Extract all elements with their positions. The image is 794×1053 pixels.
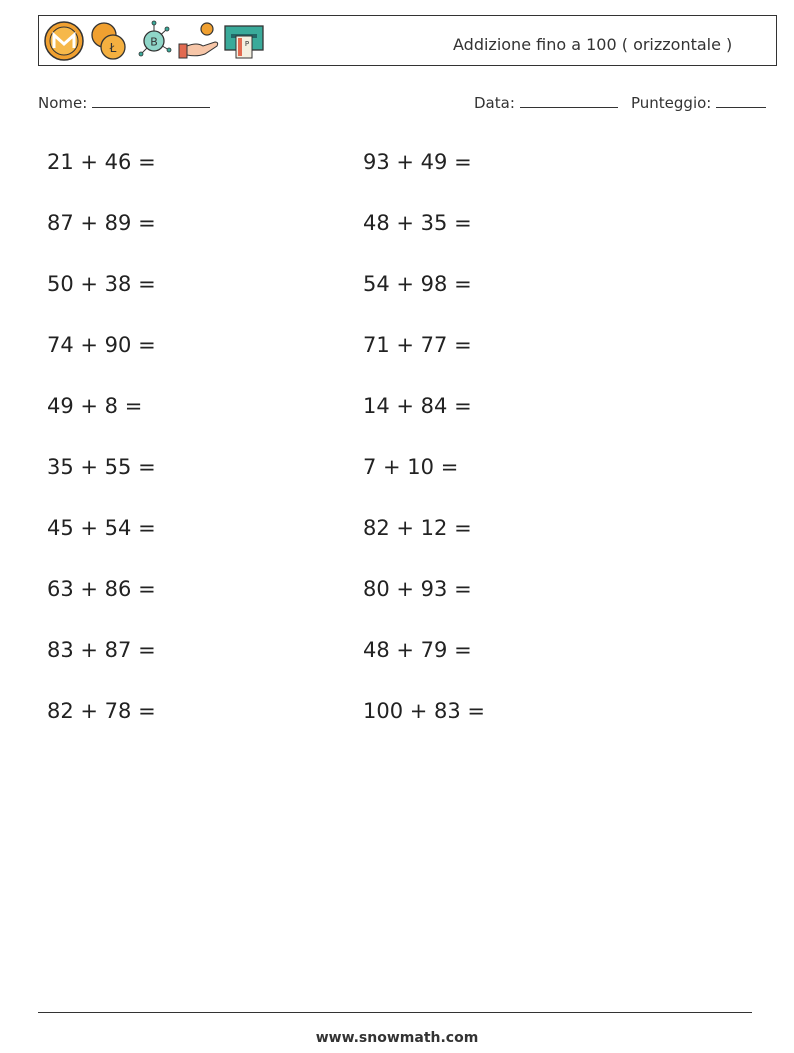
problem-item: 54 + 98 = <box>363 272 472 296</box>
date-blank-line <box>520 93 618 108</box>
problem-item: 7 + 10 = <box>363 455 459 479</box>
date-field <box>474 93 618 112</box>
problem-item: 63 + 86 = <box>47 577 156 601</box>
worksheet-header <box>38 15 777 66</box>
footer-url[interactable]: www.snowmath.com <box>315 1030 479 1046</box>
worksheet-title: Addizione fino a 100 ( orizzontale ) <box>453 35 733 54</box>
problem-item: 48 + 35 = <box>363 211 472 235</box>
problem-item: 35 + 55 = <box>47 455 156 479</box>
score-field <box>631 93 766 112</box>
score-label: Punteggio: <box>631 94 712 112</box>
problem-item: 87 + 89 = <box>47 211 156 235</box>
problem-item: 71 + 77 = <box>363 333 472 357</box>
name-field <box>38 93 210 112</box>
problem-item: 14 + 84 = <box>363 394 472 418</box>
problem-item: 82 + 12 = <box>363 516 472 540</box>
problem-item: 45 + 54 = <box>47 516 156 540</box>
problem-item: 74 + 90 = <box>47 333 156 357</box>
crypto-network-icon <box>135 20 173 62</box>
problem-item: 80 + 93 = <box>363 577 472 601</box>
coins-icon <box>89 20 129 62</box>
problem-item: 82 + 78 = <box>47 699 156 723</box>
problem-item: 50 + 38 = <box>47 272 156 296</box>
hand-coin-icon <box>177 20 221 62</box>
footer-divider <box>38 1012 752 1013</box>
name-label: Nome: <box>38 94 88 112</box>
monero-coin-icon <box>43 20 85 62</box>
atm-card-icon <box>223 20 265 62</box>
problem-item: 49 + 8 = <box>47 394 143 418</box>
problem-item: 100 + 83 = <box>363 699 486 723</box>
svg-text:B: B <box>150 35 158 49</box>
score-blank-line <box>716 93 766 108</box>
date-label: Data: <box>474 94 515 112</box>
problem-item: 21 + 46 = <box>47 150 156 174</box>
problem-item: 48 + 79 = <box>363 638 472 662</box>
svg-text:Ł: Ł <box>109 41 117 55</box>
svg-text:P: P <box>244 40 250 48</box>
problem-item: 93 + 49 = <box>363 150 472 174</box>
problem-item: 83 + 87 = <box>47 638 156 662</box>
name-blank-line <box>92 93 210 108</box>
